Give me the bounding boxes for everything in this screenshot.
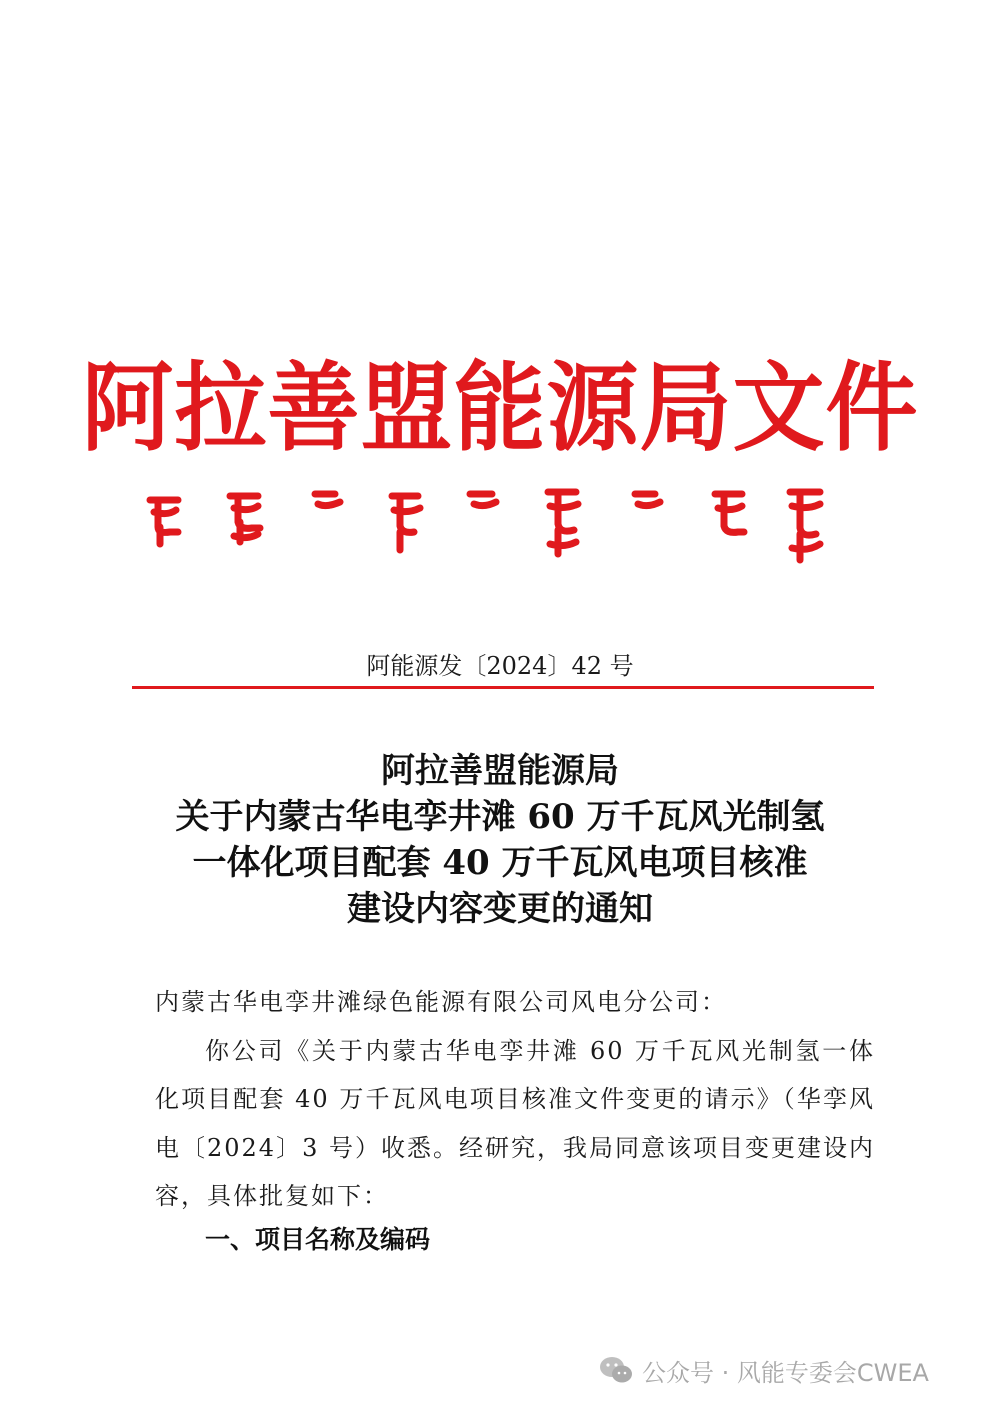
notice-title: [0, 748, 1000, 932]
mongolian-script-graphic: [130, 482, 870, 572]
mongolian-script-title: [130, 482, 870, 572]
notice-body: [155, 978, 875, 1221]
watermark-text: 公众号 · 风能专委会CWEA: [642, 1358, 929, 1387]
recipient-line: 内蒙古华电孪井滩绿色能源有限公司风电分公司：: [155, 988, 727, 1016]
wechat-icon: [598, 1355, 634, 1385]
body-paragraph: 你公司《关于内蒙古华电孪井滩 60 万千瓦风光制氢一体化项目配套 40 万千瓦风电项目核准文件变更的请示》（华孪风电〔2024〕3 号）收悉。经研究，我局同意该项目变更建设内容，具体批复如下：: [155, 1036, 875, 1210]
agency-title: 阿拉善盟能源局文件: [81, 351, 919, 465]
notice-title-line-1: 阿拉善盟能源局: [381, 751, 619, 791]
section-heading: 一、项目名称及编码: [205, 1225, 431, 1254]
document-number: 阿能源发〔2024〕42 号: [366, 652, 634, 680]
watermark: [598, 1352, 929, 1388]
notice-title-line-2: 关于内蒙古华电孪井滩 60 万千瓦风光制氢: [175, 797, 825, 837]
red-divider-line: [132, 686, 874, 689]
notice-title-line-4: 建设内容变更的通知: [347, 889, 653, 929]
notice-title-line-3: 一体化项目配套 40 万千瓦风电项目核准: [192, 843, 808, 883]
